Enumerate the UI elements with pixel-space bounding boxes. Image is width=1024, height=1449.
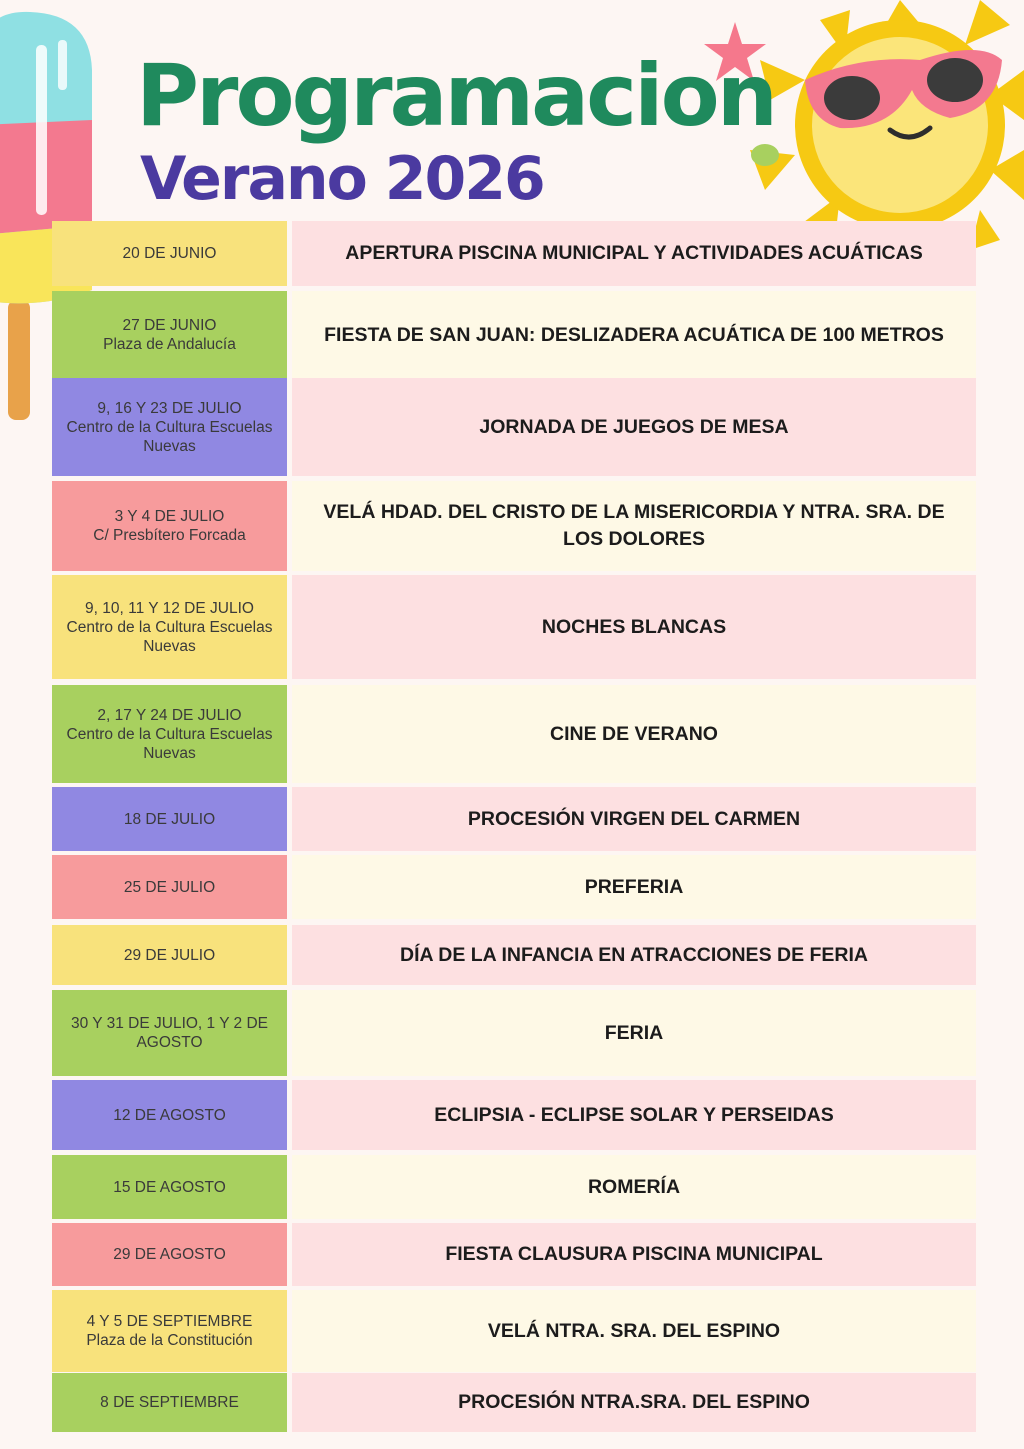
- date-cell: [52, 481, 287, 571]
- date-cell: [52, 925, 287, 985]
- event-title: FIESTA CLAUSURA PISCINA MUNICIPAL: [292, 1223, 976, 1286]
- sun-sunglasses-icon: [740, 0, 1024, 250]
- schedule-row: [52, 221, 976, 286]
- schedule-row: [52, 575, 976, 679]
- event-title: APERTURA PISCINA MUNICIPAL Y ACTIVIDADES ACUÁTICAS: [292, 221, 976, 286]
- date-cell: [52, 787, 287, 851]
- schedule-row: [52, 291, 976, 379]
- event-date: 3 Y 4 DE JULIO: [114, 508, 225, 525]
- event-date: 9, 16 Y 23 DE JULIO: [97, 399, 242, 417]
- schedule-row: [52, 1223, 976, 1286]
- event-title: PREFERIA: [292, 855, 976, 919]
- schedule-row: [52, 378, 976, 476]
- date-cell: [52, 378, 287, 476]
- event-date: 20 DE JUNIO: [122, 245, 217, 262]
- date-cell: [52, 1080, 287, 1150]
- event-title: ROMERÍA: [292, 1155, 976, 1219]
- event-location: Plaza de la Constitución: [86, 1332, 253, 1349]
- schedule-row: [52, 1155, 976, 1219]
- schedule-row: [52, 1290, 976, 1372]
- date-cell: [52, 1290, 287, 1372]
- schedule-row: [52, 481, 976, 571]
- event-date: 27 DE JUNIO: [122, 317, 217, 334]
- date-cell: [52, 1155, 287, 1219]
- event-date: 15 DE AGOSTO: [113, 1178, 226, 1196]
- event-date: 29 DE AGOSTO: [113, 1246, 226, 1263]
- date-cell: [52, 990, 287, 1076]
- event-title: NOCHES BLANCAS: [292, 575, 976, 679]
- event-title: DÍA DE LA INFANCIA EN ATRACCIONES DE FERIA: [292, 925, 976, 985]
- schedule-row: [52, 855, 976, 919]
- event-date: 18 DE JULIO: [123, 810, 216, 828]
- event-date: 8 DE SEPTIEMBRE: [100, 1394, 239, 1411]
- schedule-row: [52, 787, 976, 851]
- event-title: VELÁ HDAD. DEL CRISTO DE LA MISERICORDIA Y NTRA. SRA. DE LOS DOLORES: [292, 481, 976, 571]
- event-location: Centro de la Cultura Escuelas Nuevas: [66, 618, 273, 655]
- date-cell: [52, 291, 287, 379]
- event-title: VELÁ NTRA. SRA. DEL ESPINO: [292, 1290, 976, 1372]
- event-date: 25 DE JULIO: [123, 878, 216, 896]
- schedule-row: [52, 990, 976, 1076]
- event-date: 29 DE JULIO: [123, 946, 216, 964]
- event-date: 4 Y 5 DE SEPTIEMBRE: [86, 1313, 253, 1330]
- event-title: JORNADA DE JUEGOS DE MESA: [292, 378, 976, 476]
- event-location: Centro de la Cultura Escuelas Nuevas: [66, 725, 273, 762]
- event-date: 30 Y 31 DE JULIO, 1 Y 2 DE AGOSTO: [70, 1015, 269, 1051]
- title-line-1: Programacion: [136, 46, 775, 146]
- page-title: [136, 48, 775, 214]
- date-cell: [52, 685, 287, 783]
- event-title: PROCESIÓN NTRA.SRA. DEL ESPINO: [292, 1373, 976, 1432]
- date-cell: [52, 575, 287, 679]
- event-date: 2, 17 Y 24 DE JULIO: [97, 706, 242, 724]
- date-cell: [52, 1373, 287, 1432]
- date-cell: [52, 855, 287, 919]
- event-title: FERIA: [292, 990, 976, 1076]
- event-date: 9, 10, 11 Y 12 DE JULIO: [85, 599, 254, 617]
- event-title: ECLIPSIA - ECLIPSE SOLAR Y PERSEIDAS: [292, 1080, 976, 1150]
- schedule-row: [52, 685, 976, 783]
- event-date: 12 DE AGOSTO: [113, 1106, 226, 1124]
- event-title: PROCESIÓN VIRGEN DEL CARMEN: [292, 787, 976, 851]
- date-cell: [52, 221, 287, 286]
- date-cell: [52, 1223, 287, 1286]
- event-location: Plaza de Andalucía: [103, 336, 236, 353]
- event-title: FIESTA DE SAN JUAN: DESLIZADERA ACUÁTICA DE 100 METROS: [292, 291, 976, 379]
- event-location: Centro de la Cultura Escuelas Nuevas: [66, 418, 273, 455]
- title-line-2: Verano 2026: [140, 144, 544, 214]
- schedule-row: [52, 1080, 976, 1150]
- schedule-row: [52, 1373, 976, 1432]
- event-title: CINE DE VERANO: [292, 685, 976, 783]
- event-location: C/ Presbítero Forcada: [93, 527, 246, 544]
- schedule-row: [52, 925, 976, 985]
